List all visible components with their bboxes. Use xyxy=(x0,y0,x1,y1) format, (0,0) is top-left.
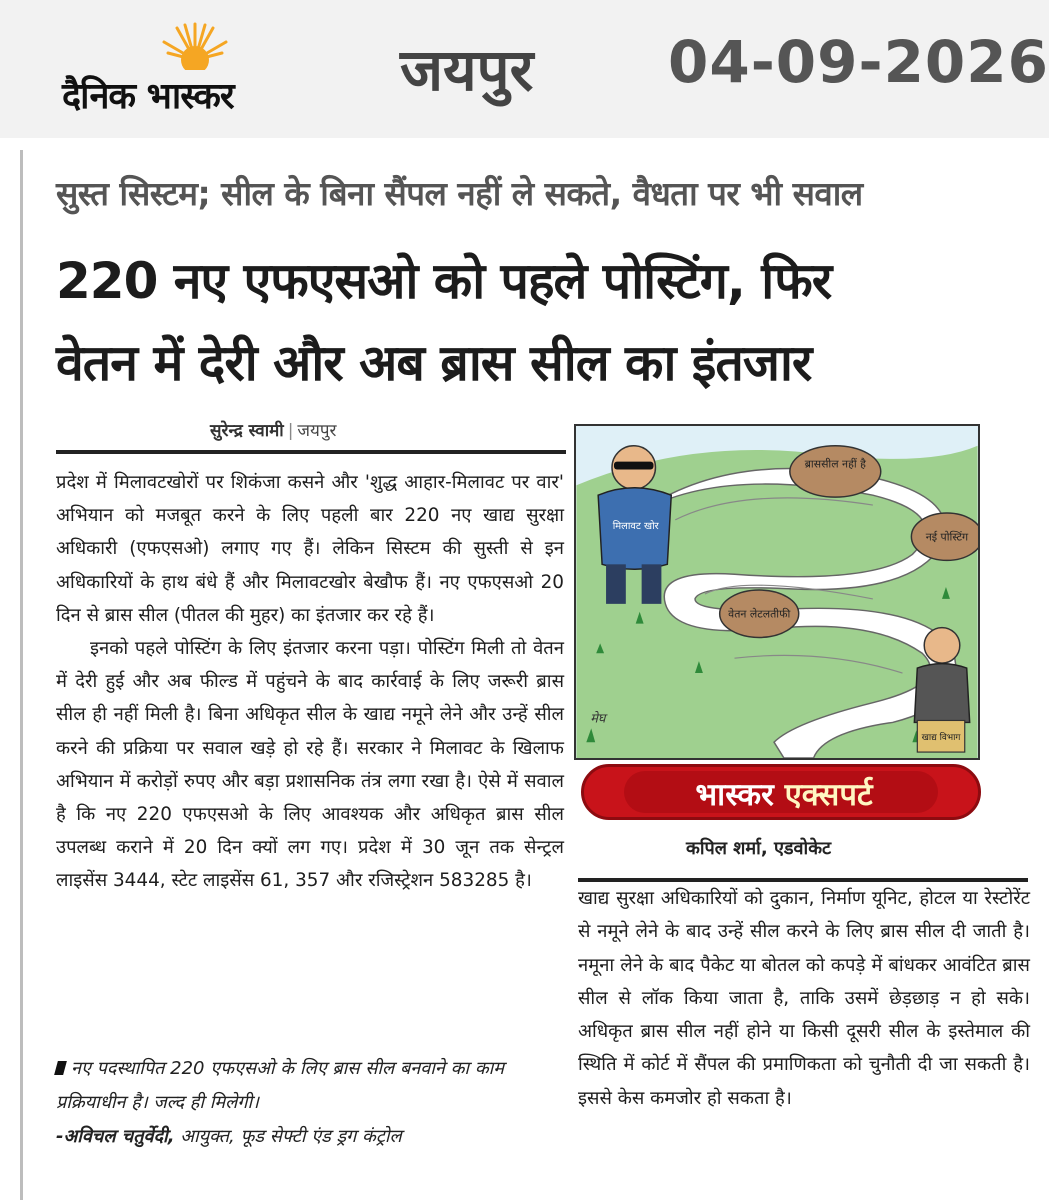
sun-logo-icon xyxy=(160,20,230,70)
cartoon-signature: मेघ xyxy=(590,711,606,727)
article-byline xyxy=(210,418,337,441)
column-rule xyxy=(56,450,566,454)
article-body xyxy=(56,466,564,898)
edition-date: 04-09-2026 xyxy=(668,28,1049,96)
masthead xyxy=(0,0,1049,138)
editorial-cartoon xyxy=(574,424,980,760)
expert-banner-text xyxy=(584,773,984,815)
article-kicker: सुस्त सिस्टम; सील के बिना सैंपल नहीं ले सकते, वैधता पर भी सवाल xyxy=(56,174,863,213)
cartoon-illustration xyxy=(576,426,978,758)
logo-wordmark: दैनिक भास्कर xyxy=(62,76,234,117)
bhaskar-expert-banner xyxy=(581,764,981,820)
headline-line-1: 220 नए एफएसओ को पहले पोस्टिंग, फिर xyxy=(56,252,832,310)
headline-line-2: वेतन में देरी और अब ब्रास सील का इंतजार xyxy=(56,334,812,392)
cartoon-label-salary: वेतन लेटलतीफी xyxy=(728,607,791,621)
cartoon-label-officer: खाद्य विभाग xyxy=(921,733,961,744)
page-edge-divider xyxy=(20,150,23,1200)
byline-place: जयपुर xyxy=(297,421,337,441)
cartoon-label-posting: नई पोस्टिंग xyxy=(925,530,969,544)
quote-text: नए पदस्थापित 220 एफएसओ के लिए ब्रास सील बनवाने का काम प्रक्रियाधीन है। जल्द ही मिलेगी। xyxy=(56,1058,505,1113)
expert-banner-part-2: एक्सपर्ट xyxy=(784,777,873,813)
byline-separator: | xyxy=(287,421,294,441)
official-quote xyxy=(56,1052,564,1154)
quote-role: आयुक्त, फूड सेफ्टी एंड ड्रग कंट्रोल xyxy=(180,1126,402,1147)
article-paragraph-1: प्रदेश में मिलावटखोरों पर शिकंजा कसने और 'शुद्ध आहार-मिलावट पर वार' अभियान को मजबूत करने के लिए पहली बार 220 नए खाद्य सुरक्षा अधिकारी (एफएसओ) लगाए गए हैं। लेकिन सिस्टम की सुस्ती से इन अधिकारियों के हाथ बंधे हैं और मिलावटखोर बेखौफ हैं। नए एफएसओ 20 दिन से ब्रास सील (पीतल की मुहर) का इंतजार कर रहे हैं। xyxy=(56,472,564,626)
expert-name: कपिल शर्मा, एडवोकेट xyxy=(686,838,832,859)
byline-author: सुरेन्द्र स्वामी xyxy=(210,421,284,441)
expert-body: खाद्य सुरक्षा अधिकारियों को दुकान, निर्माण यूनिट, होटल या रेस्टोरेंट से नमूने लेने के बाद उन्हें सील करने के लिए ब्रास सील दी जाती है। नमूना लेने के बाद पैकेट या बोतल को कपड़े में बांधकर आवंटित ब्रास सील से लॉक किया जाता है, ताकि उसमें छेड़छाड़ न हो सके। अधिकृत ब्रास सील नहीं होने या किसी दूसरी सील के इस्तेमाल की स्थिति में कोर्ट में सैंपल की प्रमाणिकता को चुनौती दी जा सकती है। इससे केस कमजोर हो सकता है। xyxy=(578,888,1030,1109)
quote-marker-icon xyxy=(54,1061,67,1075)
article-paragraph-2: इनको पहले पोस्टिंग के लिए इंतजार करना पड़ा। पोस्टिंग मिली तो वेतन में देरी हुई और अब फील्ड में पहुंचने के बाद कार्रवाई के लिए जरूरी ब्रास सील ही नहीं मिली है। बिना अधिकृत सील के खाद्य नमूने लेने और उन्हें सील करने की प्रक्रिया पर सवाल खड़े हो रहे हैं। सरकार ने मिलावट के खिलाफ अभियान में करोड़ों रुपए और बड़ा प्रशासनिक तंत्र लगा रखा है। ऐसे में सवाल है कि नए 220 एफएसओ के लिए आवश्यक और अधिकृत ब्रास सील उपलब्ध कराने में 20 दिन क्यों लग गए। प्रदेश में 30 जून तक सेन्ट्रल लाइसेंस 3444, स्टेट लाइसेंस 61, 357 और रजिस्ट्रेशन 583285 है। xyxy=(56,638,564,892)
edition-city: जयपुर xyxy=(400,36,534,104)
article-headline xyxy=(56,240,1031,404)
newspaper-logo xyxy=(62,20,332,120)
cartoon-label-seal: ब्राससील नहीं है xyxy=(804,457,866,471)
expert-banner-part-1: भास्कर xyxy=(695,777,774,813)
cartoon-label-adulterator: मिलावट खोर xyxy=(612,520,659,532)
quote-author: -अविचल चतुर्वेदी, xyxy=(56,1126,175,1147)
